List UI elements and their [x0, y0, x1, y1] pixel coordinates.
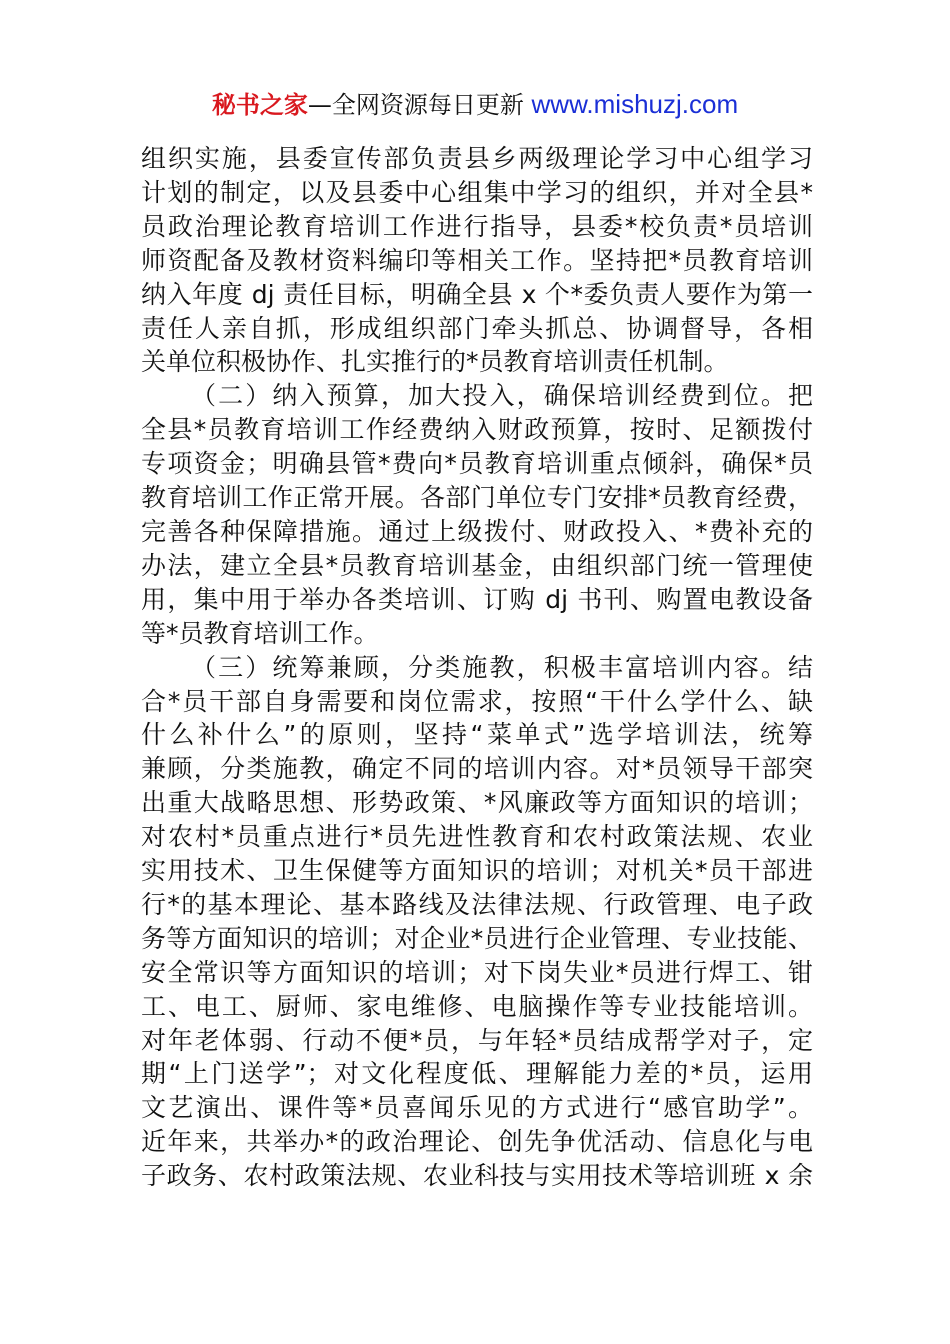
- text-line: 务等方面知识的培训；对企业*员进行企业管理、专业技能、: [141, 923, 813, 953]
- paragraph-1: [141, 142, 813, 379]
- text-line: 兼顾，分类施教，确定不同的培训内容。对*员领导干部突: [141, 754, 813, 784]
- text-line: 期“上门送学”；对文化程度低、理解能力差的*员，运用: [141, 1059, 813, 1089]
- text-line: 近年来，共举办*的政治理论、创先争优活动、信息化与电: [141, 1127, 813, 1157]
- text-line: 计划的制定，以及县委中心组集中学习的组织，并对全县*: [141, 177, 813, 207]
- text-line: 全县*员教育培训工作经费纳入财政预算，按时、足额拨付: [141, 415, 813, 445]
- header-url-link[interactable]: www.mishuzj.com: [531, 89, 739, 119]
- header-tagline: —全网资源每日更新: [307, 91, 524, 119]
- text-line: 办法，建立全县*员教育培训基金，由组织部门统一管理使: [141, 550, 813, 580]
- page-header: [0, 86, 950, 123]
- header-brand: 秘书之家: [211, 91, 308, 119]
- paragraph-2: [141, 379, 813, 650]
- text-line: 对农村*员重点进行*员先进性教育和农村政策法规、农业: [141, 822, 813, 852]
- text-line: 员政治理论教育培训工作进行指导，县委*校负责*员培训: [141, 211, 813, 241]
- text-line: 等*员教育培训工作。: [141, 618, 379, 648]
- text-line: （二）纳入预算，加大投入，确保培训经费到位。把: [191, 381, 813, 411]
- text-line: 责任人亲自抓，形成组织部门牵头抓总、协调督导，各相: [141, 313, 813, 343]
- text-line: 纳入年度 dj 责任目标，明确全县 x 个*委负责人要作为第一: [141, 279, 813, 309]
- text-line: 合*员干部自身需要和岗位需求，按照“干什么学什么、缺: [141, 686, 813, 716]
- document-body: [141, 142, 813, 1193]
- text-line: 什么补什么”的原则，坚持“菜单式”选学培训法，统筹: [141, 720, 813, 750]
- text-line: （三）统筹兼顾，分类施教，积极丰富培训内容。结: [191, 652, 813, 682]
- text-line: 安全常识等方面知识的培训；对下岗失业*员进行焊工、钳: [141, 957, 813, 987]
- paragraph-3: [141, 651, 813, 1194]
- text-line: 教育培训工作正常开展。各部门单位专门安排*员教育经费，: [141, 483, 813, 513]
- text-line: 行*的基本理论、基本路线及法律法规、行政管理、电子政: [141, 889, 813, 919]
- text-line: 出重大战略思想、形势政策、*风廉政等方面知识的培训；: [141, 788, 813, 818]
- text-line: 完善各种保障措施。通过上级拨付、财政投入、*费补充的: [141, 516, 813, 546]
- text-line: 实用技术、卫生保健等方面知识的培训；对机关*员干部进: [141, 856, 813, 886]
- text-line: 关单位积极协作、扎实推行的*员教育培训责任机制。: [141, 347, 729, 377]
- text-line: 对年老体弱、行动不便*员，与年轻*员结成帮学对子，定: [141, 1025, 813, 1055]
- text-line: 专项资金；明确县管*费向*员教育培训重点倾斜，确保*员: [141, 449, 813, 479]
- text-line: 子政务、农村政策法规、农业科技与实用技术等培训班 x 余: [141, 1161, 813, 1191]
- text-line: 文艺演出、课件等*员喜闻乐见的方式进行“感官助学”。: [141, 1093, 813, 1123]
- text-line: 用，集中用于举办各类培训、订购 dj 书刊、购置电教设备: [141, 584, 813, 614]
- text-line: 工、电工、厨师、家电维修、电脑操作等专业技能培训。: [141, 991, 813, 1021]
- text-line: 组织实施，县委宣传部负责县乡两级理论学习中心组学习: [141, 144, 813, 173]
- text-line: 师资配备及教材资料编印等相关工作。坚持把*员教育培训: [141, 245, 813, 275]
